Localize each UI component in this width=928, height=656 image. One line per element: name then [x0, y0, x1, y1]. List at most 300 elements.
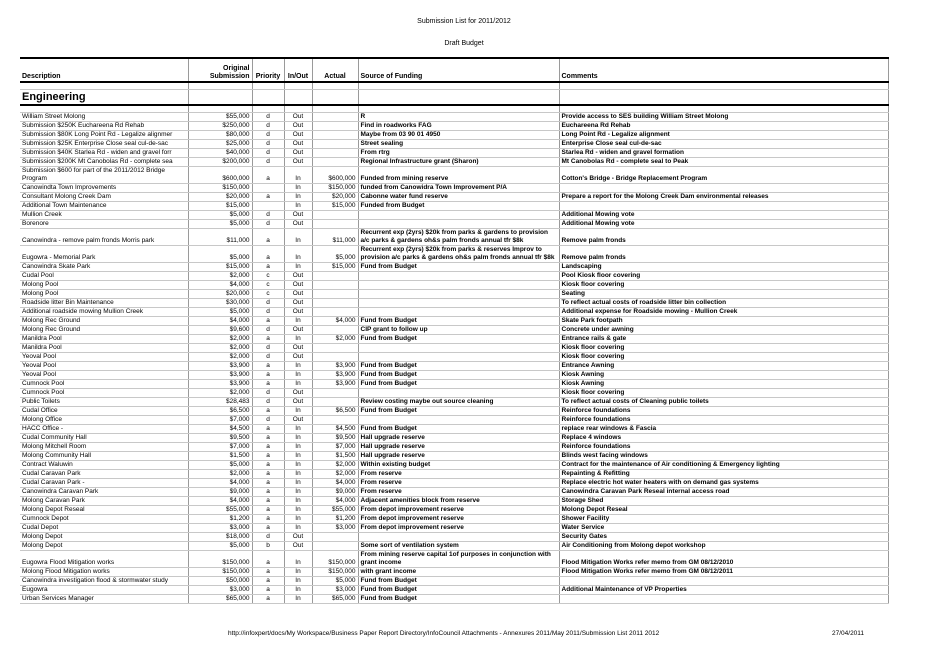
- row-source-of-funding: with grant income: [358, 568, 559, 577]
- row-actual: [312, 281, 358, 290]
- table-row: [20, 533, 888, 542]
- row-original-submission: $20,000: [188, 290, 252, 299]
- table-row: [20, 211, 888, 220]
- row-actual: $150,000: [312, 551, 358, 568]
- row-description: Canowindra - remove palm fronds Morris park: [20, 229, 188, 246]
- spacer-row: [20, 105, 888, 113]
- row-priority: a: [252, 167, 284, 184]
- row-in-out: Out: [284, 389, 312, 398]
- row-comments: Seating: [559, 290, 888, 299]
- row-actual: $7,000: [312, 443, 358, 452]
- row-description: Additional Town Maintenance: [20, 202, 188, 211]
- row-original-submission: $15,000: [188, 202, 252, 211]
- row-description: Cumnock Pool: [20, 380, 188, 389]
- row-actual: $4,000: [312, 497, 358, 506]
- row-comments: Kiosk floor covering: [559, 353, 888, 362]
- row-comments: Additional Mowing vote: [559, 220, 888, 229]
- row-source-of-funding: Maybe from 03 90 01 4950: [358, 131, 559, 140]
- row-in-out: In: [284, 246, 312, 263]
- row-source-of-funding: funded from Canowidra Town Improvement P/A: [358, 184, 559, 193]
- row-source-of-funding: Adjacent amenities block from reserve: [358, 497, 559, 506]
- row-in-out: Out: [284, 308, 312, 317]
- table-row: [20, 113, 888, 122]
- row-source-of-funding: Fund from Budget: [358, 425, 559, 434]
- row-comments: Contract for the maintenance of Air conditioning & Emergency lighting: [559, 461, 888, 470]
- row-in-out: In: [284, 335, 312, 344]
- table-row: [20, 470, 888, 479]
- table-row: [20, 220, 888, 229]
- row-source-of-funding: Some sort of ventilation system: [358, 542, 559, 551]
- row-source-of-funding: [358, 220, 559, 229]
- row-priority: d: [252, 211, 284, 220]
- section-title: Engineering: [20, 90, 188, 106]
- row-priority: a: [252, 524, 284, 533]
- row-original-submission: $5,000: [188, 461, 252, 470]
- row-comments: Replace 4 windows: [559, 434, 888, 443]
- row-description: Submission $40K Starlea Rd - widen and gravel forr: [20, 149, 188, 158]
- row-source-of-funding: Fund from Budget: [358, 335, 559, 344]
- row-description: Eugowra - Memorial Park: [20, 246, 188, 263]
- row-original-submission: $3,000: [188, 524, 252, 533]
- row-source-of-funding: CIP grant to follow up: [358, 326, 559, 335]
- row-description: Urban Services Manager: [20, 595, 188, 604]
- row-original-submission: $50,000: [188, 577, 252, 586]
- row-in-out: In: [284, 595, 312, 604]
- row-original-submission: $3,000: [188, 586, 252, 595]
- row-original-submission: $80,000: [188, 131, 252, 140]
- row-comments: Kiosk floor covering: [559, 389, 888, 398]
- row-original-submission: $30,000: [188, 299, 252, 308]
- row-actual: [312, 272, 358, 281]
- row-actual: $15,000: [312, 263, 358, 272]
- row-comments: Repainting & Refitting: [559, 470, 888, 479]
- row-source-of-funding: Fund from Budget: [358, 407, 559, 416]
- row-comments: Concrete under awning: [559, 326, 888, 335]
- row-in-out: Out: [284, 122, 312, 131]
- row-source-of-funding: Funded from Budget: [358, 202, 559, 211]
- row-comments: Additional expense for Roadside mowing - Mullion Creek: [559, 308, 888, 317]
- document-subtitle: Draft Budget: [444, 40, 484, 47]
- row-actual: [312, 149, 358, 158]
- row-actual: $150,000: [312, 568, 358, 577]
- row-actual: [312, 220, 358, 229]
- table-row: [20, 167, 888, 184]
- row-actual: [312, 211, 358, 220]
- row-actual: $65,000: [312, 595, 358, 604]
- row-priority: a: [252, 488, 284, 497]
- row-description: Submission $250K Euchareena Rd Rehab: [20, 122, 188, 131]
- row-actual: [312, 533, 358, 542]
- row-original-submission: $5,000: [188, 246, 252, 263]
- row-priority: d: [252, 326, 284, 335]
- row-comments: Blinds west facing windows: [559, 452, 888, 461]
- row-priority: a: [252, 434, 284, 443]
- row-in-out: In: [284, 443, 312, 452]
- row-description: Borenore: [20, 220, 188, 229]
- row-actual: $3,000: [312, 586, 358, 595]
- row-priority: a: [252, 586, 284, 595]
- row-in-out: In: [284, 434, 312, 443]
- row-comments: Remove palm fronds: [559, 229, 888, 246]
- row-original-submission: $28,483: [188, 398, 252, 407]
- table-row: [20, 335, 888, 344]
- row-priority: d: [252, 344, 284, 353]
- row-in-out: In: [284, 425, 312, 434]
- table-row: [20, 497, 888, 506]
- row-in-out: Out: [284, 416, 312, 425]
- table-row: [20, 389, 888, 398]
- row-in-out: Out: [284, 344, 312, 353]
- row-actual: [312, 416, 358, 425]
- row-description: Yeoval Pool: [20, 353, 188, 362]
- row-comments: Skate Park footpath: [559, 317, 888, 326]
- row-original-submission: $5,000: [188, 308, 252, 317]
- table-row: [20, 434, 888, 443]
- row-priority: d: [252, 398, 284, 407]
- row-description: Canowindra Caravan Park: [20, 488, 188, 497]
- row-priority: a: [252, 497, 284, 506]
- row-source-of-funding: Fund from Budget: [358, 263, 559, 272]
- row-actual: [312, 353, 358, 362]
- row-priority: c: [252, 281, 284, 290]
- row-original-submission: $2,000: [188, 389, 252, 398]
- row-actual: [312, 140, 358, 149]
- row-in-out: Out: [284, 149, 312, 158]
- row-in-out: In: [284, 506, 312, 515]
- row-source-of-funding: Recurrent exp (2yrs) $20k from parks & reserves Improv to provision a/c parks & gardens oh&s palm fronds annual tfr $8k: [358, 246, 559, 263]
- row-comments: Replace electric hot water heaters with on demand gas systems: [559, 479, 888, 488]
- row-original-submission: $15,000: [188, 263, 252, 272]
- row-in-out: In: [284, 524, 312, 533]
- table-row: [20, 551, 888, 568]
- row-comments: Enterprise Close seal cul-de-sac: [559, 140, 888, 149]
- row-source-of-funding: From rtrg: [358, 149, 559, 158]
- row-description: William Street Molong: [20, 113, 188, 122]
- row-in-out: In: [284, 193, 312, 202]
- row-source-of-funding: Fund from Budget: [358, 362, 559, 371]
- row-comments: Mt Canobolas Rd - complete seal to Peak: [559, 158, 888, 167]
- row-priority: d: [252, 113, 284, 122]
- row-original-submission: $65,000: [188, 595, 252, 604]
- row-original-submission: $250,000: [188, 122, 252, 131]
- row-description: Mullion Creek: [20, 211, 188, 220]
- row-description: Eugowra: [20, 586, 188, 595]
- table-row: [20, 416, 888, 425]
- row-description: Consultant Molong Creek Dam: [20, 193, 188, 202]
- row-comments: Pool Kiosk floor covering: [559, 272, 888, 281]
- row-actual: $2,000: [312, 335, 358, 344]
- row-priority: a: [252, 461, 284, 470]
- row-original-submission: $150,000: [188, 184, 252, 193]
- row-comments: Entrance rails & gate: [559, 335, 888, 344]
- row-source-of-funding: Hall upgrade reserve: [358, 443, 559, 452]
- row-in-out: In: [284, 184, 312, 193]
- row-actual: $5,000: [312, 246, 358, 263]
- row-comments: Prepare a report for the Molong Creek Dam environmental releases: [559, 193, 888, 202]
- row-priority: a: [252, 425, 284, 434]
- row-actual: $600,000: [312, 167, 358, 184]
- row-original-submission: $4,000: [188, 317, 252, 326]
- row-priority: a: [252, 551, 284, 568]
- row-source-of-funding: Recurrent exp (2yrs) $20k from parks & gardens to provision a/c parks & gardens oh&s palm fronds annual tfr $8k: [358, 229, 559, 246]
- row-priority: d: [252, 131, 284, 140]
- table-row: [20, 344, 888, 353]
- row-comments: Kiosk floor covering: [559, 344, 888, 353]
- header-row: [20, 58, 888, 82]
- row-in-out: In: [284, 586, 312, 595]
- row-description: Molong Depot: [20, 542, 188, 551]
- row-priority: a: [252, 506, 284, 515]
- row-comments: replace rear windows & Fascia: [559, 425, 888, 434]
- row-original-submission: $2,000: [188, 470, 252, 479]
- row-source-of-funding: [358, 299, 559, 308]
- row-actual: $4,500: [312, 425, 358, 434]
- col-original-line2: Submission: [209, 73, 250, 80]
- col-original-submission: [188, 58, 252, 82]
- row-comments: Molong Depot Reseal: [559, 506, 888, 515]
- row-in-out: Out: [284, 398, 312, 407]
- row-priority: d: [252, 158, 284, 167]
- row-comments: Air Conditioning from Molong depot workshop: [559, 542, 888, 551]
- document-title: Submission List for 2011/2012: [417, 18, 511, 25]
- row-original-submission: $5,000: [188, 211, 252, 220]
- row-priority: a: [252, 595, 284, 604]
- row-comments: Shower Facility: [559, 515, 888, 524]
- row-source-of-funding: [358, 308, 559, 317]
- row-comments: To reflect actual costs of Cleaning public toilets: [559, 398, 888, 407]
- row-source-of-funding: Fund from Budget: [358, 577, 559, 586]
- row-comments: Security Gates: [559, 533, 888, 542]
- row-comments: [559, 184, 888, 193]
- row-actual: $20,000: [312, 193, 358, 202]
- row-comments: To reflect actual costs of roadside litter bin collection: [559, 299, 888, 308]
- row-actual: $150,000: [312, 184, 358, 193]
- row-in-out: In: [284, 470, 312, 479]
- table-row: [20, 407, 888, 416]
- row-in-out: In: [284, 479, 312, 488]
- row-in-out: In: [284, 371, 312, 380]
- table-row: [20, 281, 888, 290]
- row-source-of-funding: Fund from Budget: [358, 595, 559, 604]
- row-description: Roadside litter Bin Maintenance: [20, 299, 188, 308]
- row-actual: $1,200: [312, 515, 358, 524]
- row-in-out: In: [284, 380, 312, 389]
- row-comments: Additional Maintenance of VP Properties: [559, 586, 888, 595]
- row-comments: Flood Mitigation Works refer memo from GM 08/12/2011: [559, 568, 888, 577]
- submission-table: [20, 57, 889, 604]
- row-description: Molong Depot: [20, 533, 188, 542]
- row-priority: [252, 184, 284, 193]
- row-comments: Additional Mowing vote: [559, 211, 888, 220]
- row-source-of-funding: From depot improvement reserve: [358, 506, 559, 515]
- row-comments: Starlea Rd - widen and gravel formation: [559, 149, 888, 158]
- row-priority: a: [252, 470, 284, 479]
- table-row: [20, 140, 888, 149]
- table-row: [20, 229, 888, 246]
- row-priority: d: [252, 220, 284, 229]
- row-actual: [312, 113, 358, 122]
- row-description: Cumnock Pool: [20, 389, 188, 398]
- table-row: [20, 131, 888, 140]
- table-row: [20, 577, 888, 586]
- row-in-out: Out: [284, 211, 312, 220]
- row-description: Contract Waluwin: [20, 461, 188, 470]
- row-description: Additional roadside mowing Mullion Creek: [20, 308, 188, 317]
- row-priority: d: [252, 389, 284, 398]
- row-in-out: In: [284, 452, 312, 461]
- row-actual: [312, 122, 358, 131]
- row-original-submission: $4,000: [188, 497, 252, 506]
- row-priority: a: [252, 577, 284, 586]
- col-original-line1: Original: [223, 65, 250, 72]
- row-original-submission: $11,000: [188, 229, 252, 246]
- row-description: Submission $25K Enterprise Close seal cul-de-sac: [20, 140, 188, 149]
- row-source-of-funding: Find in roadworks FAG: [358, 122, 559, 131]
- row-description: Cudal Caravan Park: [20, 470, 188, 479]
- row-actual: $6,500: [312, 407, 358, 416]
- row-in-out: Out: [284, 220, 312, 229]
- row-description: Molong Caravan Park: [20, 497, 188, 506]
- table-row: [20, 362, 888, 371]
- row-description: Manildra Pool: [20, 344, 188, 353]
- table-row: [20, 193, 888, 202]
- row-original-submission: $7,000: [188, 416, 252, 425]
- row-source-of-funding: [358, 211, 559, 220]
- table-row: [20, 586, 888, 595]
- row-comments: Kiosk Awning: [559, 371, 888, 380]
- col-comments: Comments: [559, 58, 888, 82]
- row-in-out: Out: [284, 113, 312, 122]
- table-row: [20, 149, 888, 158]
- row-description: Molong Community Hall: [20, 452, 188, 461]
- row-comments: Reinforce foundations: [559, 407, 888, 416]
- row-priority: d: [252, 416, 284, 425]
- row-in-out: Out: [284, 299, 312, 308]
- row-in-out: Out: [284, 281, 312, 290]
- row-original-submission: $2,000: [188, 353, 252, 362]
- row-actual: $55,000: [312, 506, 358, 515]
- row-in-out: In: [284, 568, 312, 577]
- table-row: [20, 158, 888, 167]
- row-source-of-funding: [358, 344, 559, 353]
- row-original-submission: $2,000: [188, 335, 252, 344]
- table-row: [20, 461, 888, 470]
- row-priority: a: [252, 246, 284, 263]
- row-priority: d: [252, 299, 284, 308]
- section-row: [20, 90, 888, 106]
- row-source-of-funding: Hall upgrade reserve: [358, 434, 559, 443]
- row-original-submission: $1,500: [188, 452, 252, 461]
- row-actual: $4,000: [312, 317, 358, 326]
- row-comments: Storage Shed: [559, 497, 888, 506]
- row-source-of-funding: Fund from Budget: [358, 586, 559, 595]
- row-original-submission: $200,000: [188, 158, 252, 167]
- table-row: [20, 202, 888, 211]
- row-comments: Kiosk Awning: [559, 380, 888, 389]
- row-original-submission: $7,000: [188, 443, 252, 452]
- row-original-submission: $1,200: [188, 515, 252, 524]
- row-actual: $5,000: [312, 577, 358, 586]
- row-description: Molong Office: [20, 416, 188, 425]
- row-original-submission: $3,900: [188, 371, 252, 380]
- row-comments: Reinforce foundations: [559, 416, 888, 425]
- row-description: Cudal Caravan Park -: [20, 479, 188, 488]
- row-source-of-funding: From mining reserve capital 1of purposes in conjunction with grant income: [358, 551, 559, 568]
- row-actual: $1,500: [312, 452, 358, 461]
- table-row: [20, 425, 888, 434]
- row-original-submission: $2,000: [188, 272, 252, 281]
- col-in-out: In/Out: [284, 58, 312, 82]
- row-original-submission: $55,000: [188, 506, 252, 515]
- row-original-submission: $9,000: [188, 488, 252, 497]
- row-original-submission: $4,000: [188, 281, 252, 290]
- row-in-out: Out: [284, 272, 312, 281]
- row-in-out: Out: [284, 542, 312, 551]
- row-original-submission: $9,600: [188, 326, 252, 335]
- row-original-submission: $9,500: [188, 434, 252, 443]
- row-source-of-funding: From depot improvement reserve: [358, 524, 559, 533]
- row-actual: $4,000: [312, 479, 358, 488]
- row-original-submission: $4,500: [188, 425, 252, 434]
- row-actual: [312, 344, 358, 353]
- row-source-of-funding: [358, 533, 559, 542]
- row-priority: d: [252, 149, 284, 158]
- table-row: [20, 595, 888, 604]
- row-original-submission: $600,000: [188, 167, 252, 184]
- row-in-out: In: [284, 167, 312, 184]
- row-in-out: Out: [284, 290, 312, 299]
- row-in-out: In: [284, 317, 312, 326]
- row-description: Cumnock Depot: [20, 515, 188, 524]
- row-priority: a: [252, 515, 284, 524]
- row-priority: a: [252, 335, 284, 344]
- row-in-out: In: [284, 407, 312, 416]
- table-row: [20, 524, 888, 533]
- row-original-submission: $5,000: [188, 542, 252, 551]
- row-original-submission: $55,000: [188, 113, 252, 122]
- table-row: [20, 398, 888, 407]
- table-row: [20, 443, 888, 452]
- row-source-of-funding: [358, 281, 559, 290]
- row-description: Molong Pool: [20, 281, 188, 290]
- row-description: Submission $200K Mt Canobolas Rd - complete sea: [20, 158, 188, 167]
- row-description: Yeoval Pool: [20, 371, 188, 380]
- row-original-submission: $25,000: [188, 140, 252, 149]
- row-actual: [312, 326, 358, 335]
- table-row: [20, 568, 888, 577]
- row-in-out: Out: [284, 353, 312, 362]
- row-priority: a: [252, 362, 284, 371]
- row-actual: $11,000: [312, 229, 358, 246]
- row-priority: a: [252, 479, 284, 488]
- row-actual: [312, 299, 358, 308]
- row-in-out: In: [284, 263, 312, 272]
- row-description: Molong Rec Ground: [20, 317, 188, 326]
- row-comments: Entrance Awning: [559, 362, 888, 371]
- table-row: [20, 542, 888, 551]
- row-in-out: In: [284, 551, 312, 568]
- row-original-submission: $5,000: [188, 220, 252, 229]
- row-actual: $15,000: [312, 202, 358, 211]
- row-priority: d: [252, 533, 284, 542]
- row-comments: Long Point Rd - Legalize alignment: [559, 131, 888, 140]
- table-row: [20, 515, 888, 524]
- row-comments: Landscaping: [559, 263, 888, 272]
- table-row: [20, 506, 888, 515]
- row-original-submission: $18,000: [188, 533, 252, 542]
- row-comments: Cotton's Bridge - Bridge Replacement Program: [559, 167, 888, 184]
- row-source-of-funding: Street sealing: [358, 140, 559, 149]
